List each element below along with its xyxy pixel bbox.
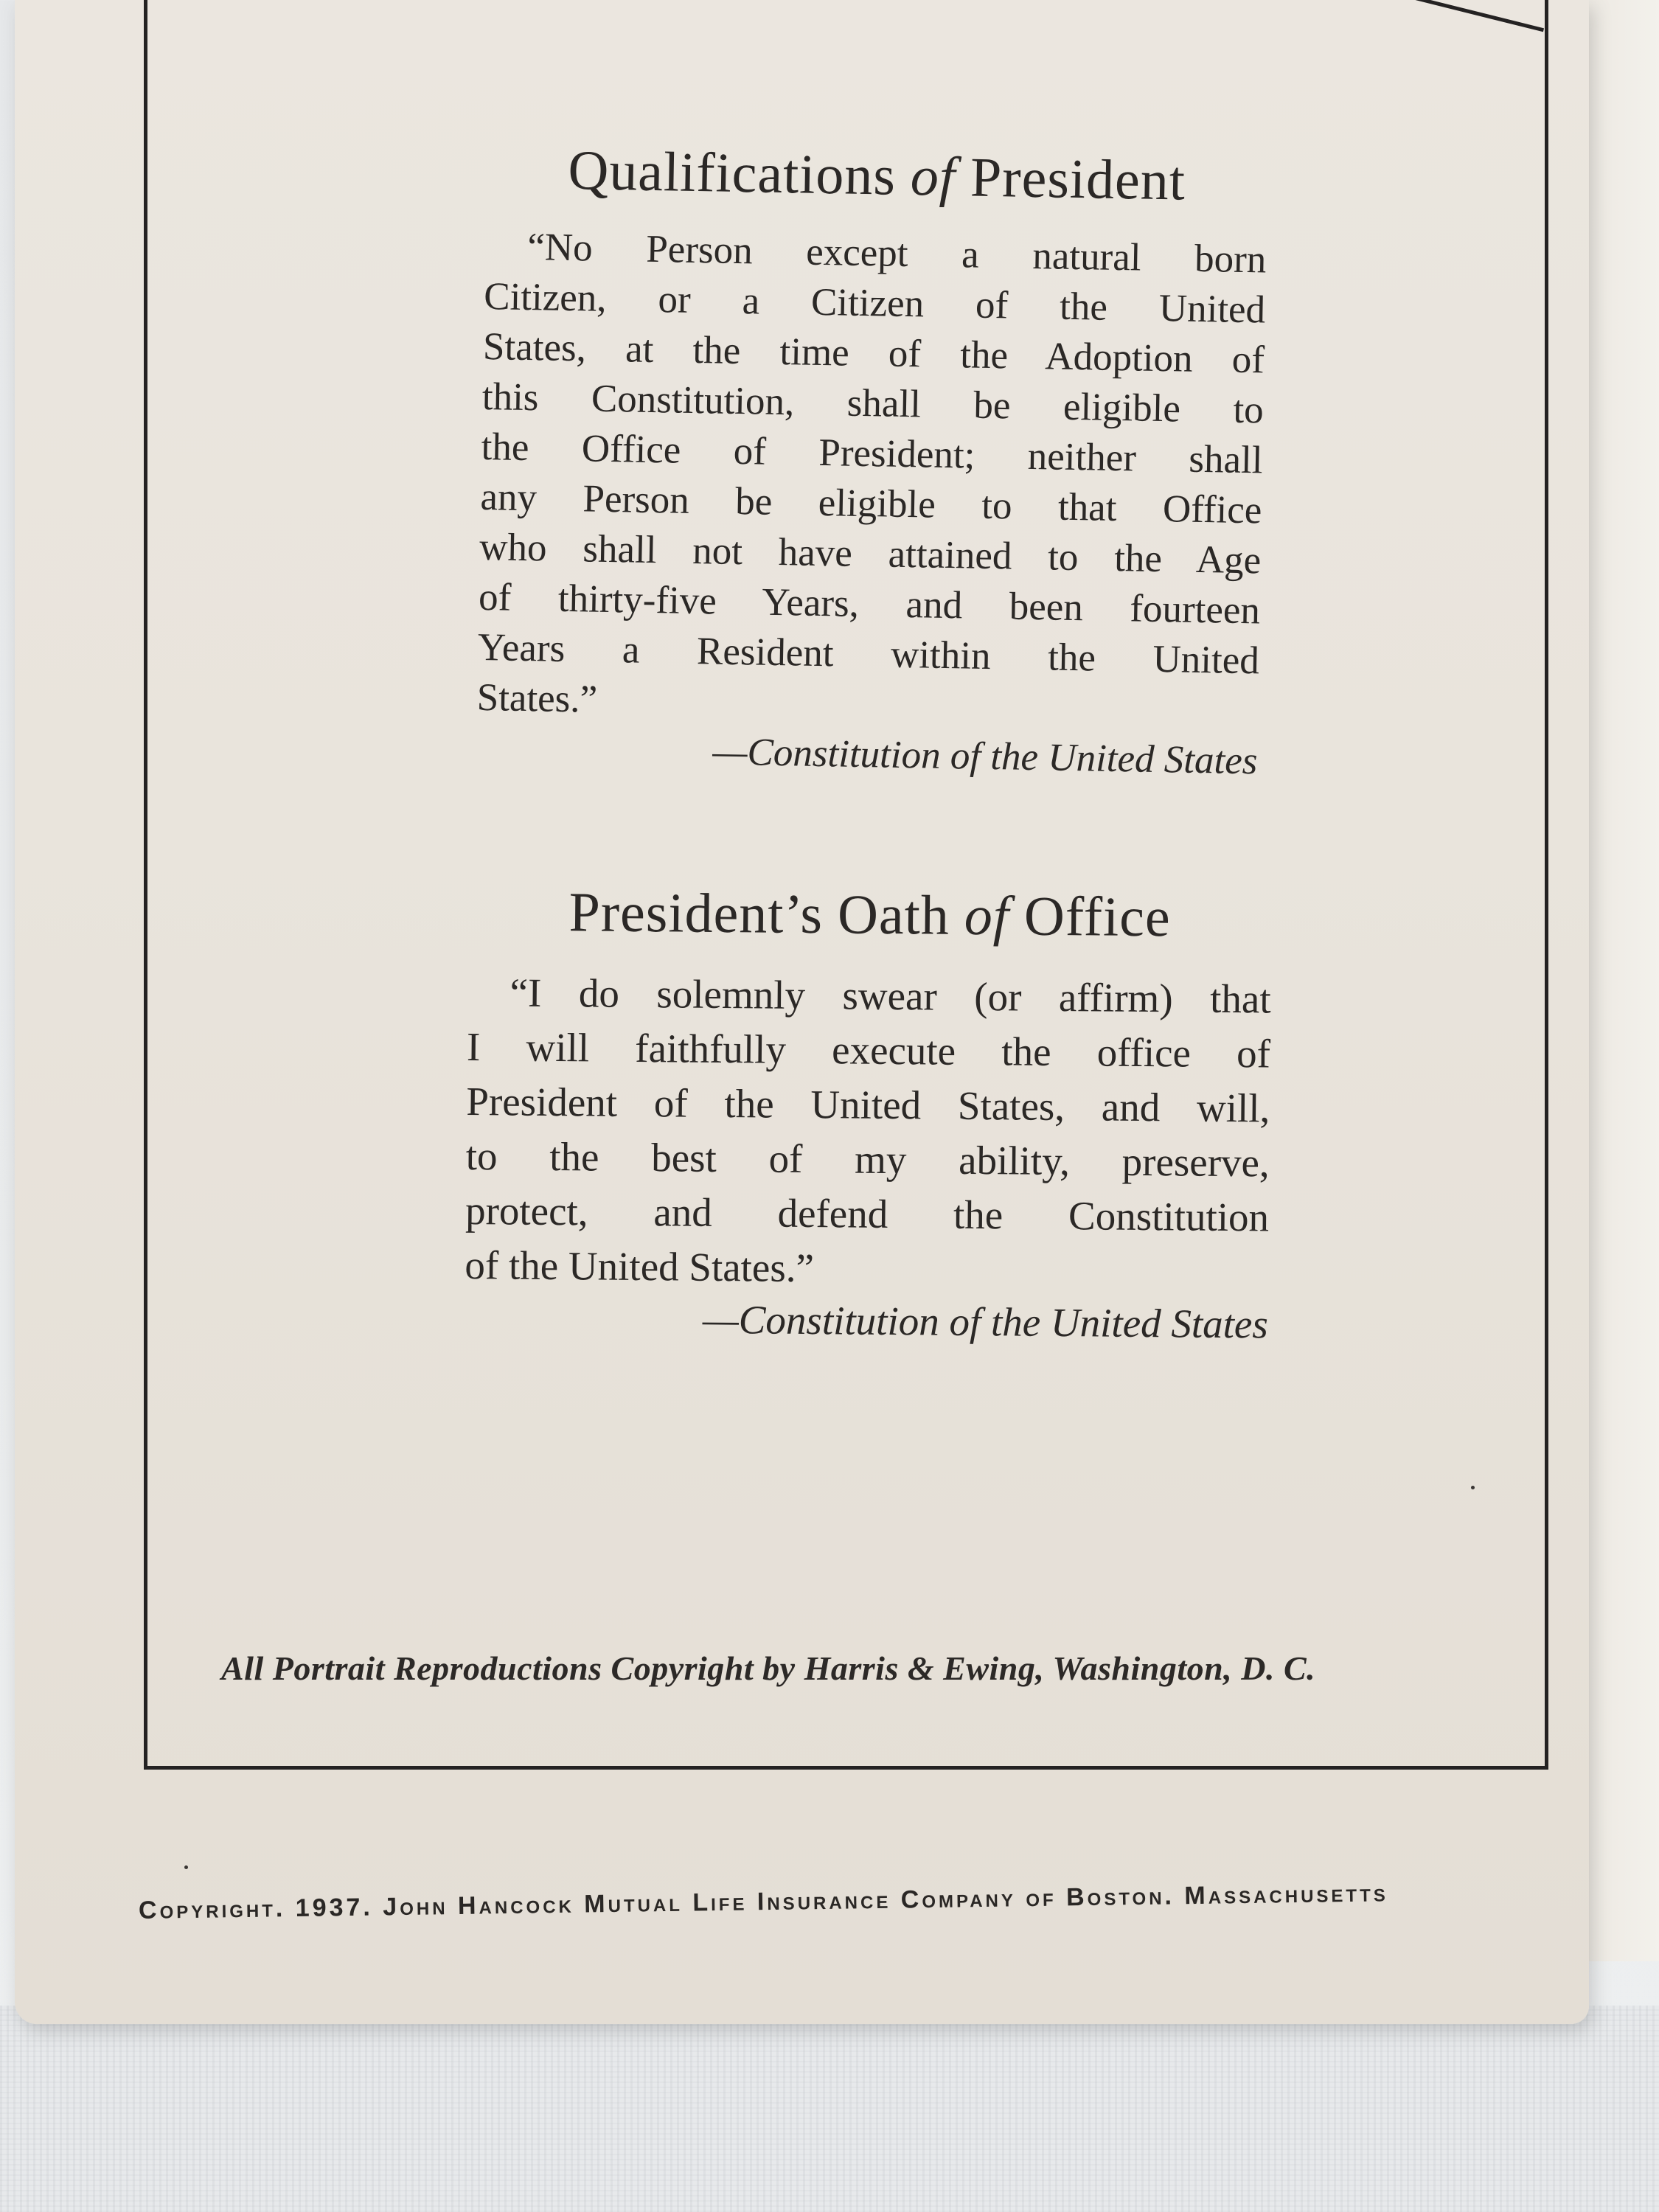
quote-line: I will faithfully execute the office of [466, 1023, 1271, 1077]
qualifications-section [476, 139, 1268, 783]
heading-of: of [910, 145, 956, 209]
quote-line: to the best of my ability, preserve, [465, 1133, 1270, 1186]
quote-line: of the United States.” [465, 1242, 815, 1290]
quote-line: States, at the time of the Adoption of [482, 324, 1265, 382]
quote-line: who shall not have attained to the Age [479, 525, 1262, 582]
fabric-background [0, 2006, 1659, 2212]
paper-speck [1471, 1486, 1475, 1489]
paper-speck [184, 1865, 188, 1869]
quote-line: “No Person except a natural born [526, 225, 1267, 282]
heading-text: Office [1023, 885, 1172, 949]
heading-of: of [964, 884, 1010, 947]
oath-heading [467, 881, 1272, 950]
qualifications-source: —Constitution of the United States [712, 730, 1258, 782]
quote-line: of thirty-five Years, and been fourteen [478, 575, 1261, 632]
quote-line: Years a Resident within the United [477, 625, 1260, 682]
copyright-line: Copyright. 1937. John Hancock Mutual Life Insurance Company of Boston. Massachusetts [138, 1879, 1388, 1924]
portrait-credit: All Portrait Reproductions Copyright by Harris & Ewing, Washington, D. C. [221, 1649, 1316, 1687]
quote-line: Citizen, or a Citizen of the United [483, 274, 1266, 332]
quote-line: the Office of President; neither shall [481, 425, 1264, 482]
quote-line: President of the United States, and will, [466, 1078, 1270, 1131]
quote-line: “I do solemnly swear (or affirm) that [509, 970, 1271, 1022]
booklet-page [15, 0, 1589, 2024]
oath-quote [465, 965, 1271, 1299]
qualifications-heading [486, 139, 1268, 214]
quote-line: this Constitution, shall be eligible to [481, 375, 1265, 432]
heading-text: President [970, 146, 1186, 212]
quote-line: protect, and defend the Constitution [465, 1187, 1270, 1240]
heading-text: Qualifications [567, 139, 897, 207]
oath-section [465, 881, 1272, 1347]
quote-line: any Person be eligible to that Office [480, 475, 1262, 532]
quote-line: States.” [476, 675, 598, 721]
qualifications-quote [476, 221, 1267, 736]
oath-source: —Constitution of the United States [702, 1296, 1269, 1347]
heading-text: President’s Oath [568, 881, 950, 947]
